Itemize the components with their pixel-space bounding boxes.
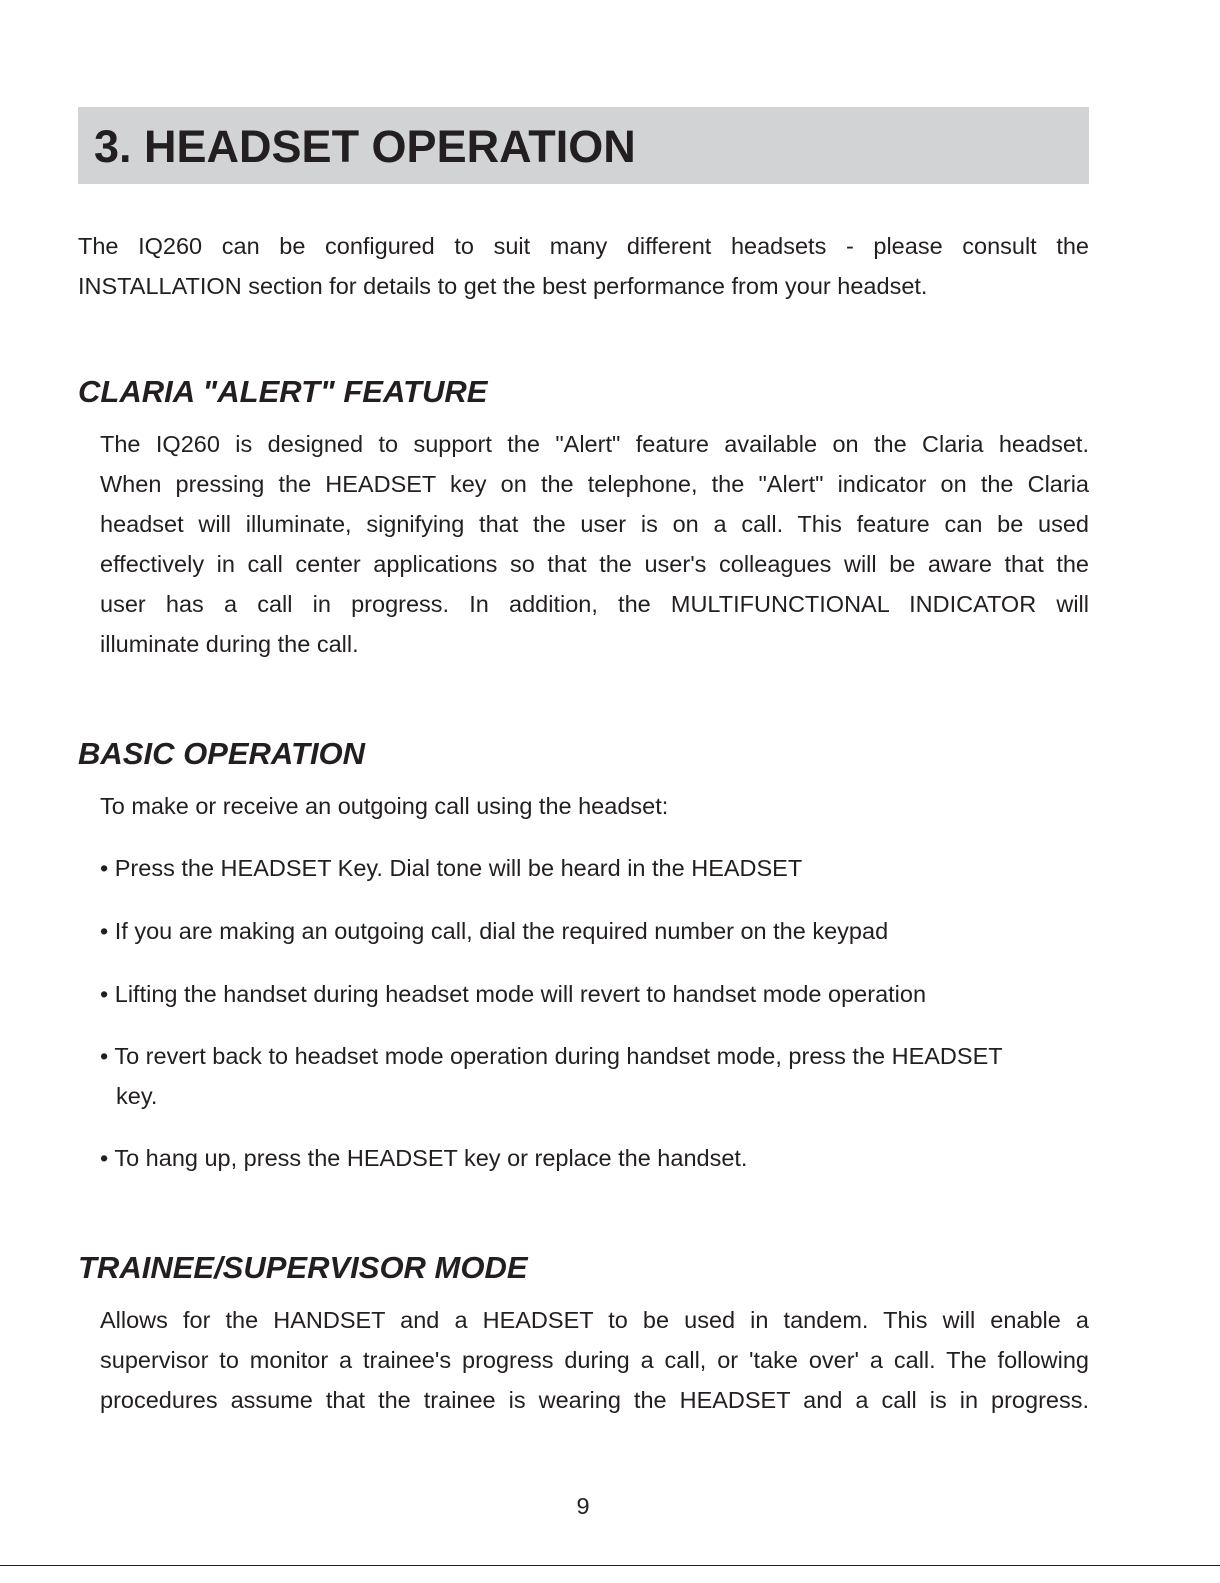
section-heading-basic-operation: BASIC OPERATION xyxy=(78,736,366,771)
list-item: • If you are making an outgoing call, dial the required number on the keypad xyxy=(100,918,889,944)
list-item: • Press the HEADSET Key. Dial tone will be heard in the HEADSET xyxy=(100,855,803,881)
paragraph-line: user has a call in progress. In addition, the MULTIFUNCTIONAL INDICATOR will xyxy=(100,591,1089,617)
list-item: • Lifting the handset during headset mode will revert to handset mode operation xyxy=(100,981,927,1007)
list-item: • To hang up, press the HEADSET key or replace the handset. xyxy=(100,1145,748,1171)
section-heading-trainee-supervisor: TRAINEE/SUPERVISOR MODE xyxy=(78,1250,528,1285)
section-title-bar xyxy=(78,107,1089,184)
section-heading-claria-alert: CLARIA "ALERT" FEATURE xyxy=(78,374,488,409)
paragraph-line: supervisor to monitor a trainee's progress during a call, or 'take over' a call. The following xyxy=(100,1347,1089,1373)
claria-alert-paragraph xyxy=(100,424,1089,664)
intro-line: The IQ260 can be configured to suit many different headsets - please consult the xyxy=(78,233,1089,259)
paragraph-line: When pressing the HEADSET key on the telephone, the "Alert" indicator on the Claria xyxy=(100,471,1089,497)
list-item xyxy=(100,1036,1089,1116)
page-number: 9 xyxy=(576,1493,590,1519)
paragraph-line: procedures assume that the trainee is wearing the HEADSET and a call is in progress. xyxy=(100,1387,1089,1413)
footer-divider xyxy=(0,1565,1220,1566)
intro-paragraph xyxy=(78,226,1089,306)
intro-line: INSTALLATION section for details to get the best performance from your headset. xyxy=(78,273,928,299)
list-item-continuation: key. xyxy=(116,1083,158,1109)
paragraph-line: effectively in call center applications so that the user's colleagues will be aware that the xyxy=(100,551,1089,577)
list-item-text: • To revert back to headset mode operation during handset mode, press the HEADSET xyxy=(100,1043,1003,1069)
trainee-supervisor-paragraph xyxy=(100,1300,1089,1420)
paragraph-line: Allows for the HANDSET and a HEADSET to be used in tandem. This will enable a xyxy=(100,1307,1089,1333)
paragraph-line: illuminate during the call. xyxy=(100,631,359,657)
paragraph-line: headset will illuminate, signifying that the user is on a call. This feature can be used xyxy=(100,511,1089,537)
page-title: 3. HEADSET OPERATION xyxy=(94,121,636,172)
basic-operation-intro: To make or receive an outgoing call using the headset: xyxy=(100,793,669,819)
paragraph-line: The IQ260 is designed to support the "Alert" feature available on the Claria headset. xyxy=(100,431,1089,457)
